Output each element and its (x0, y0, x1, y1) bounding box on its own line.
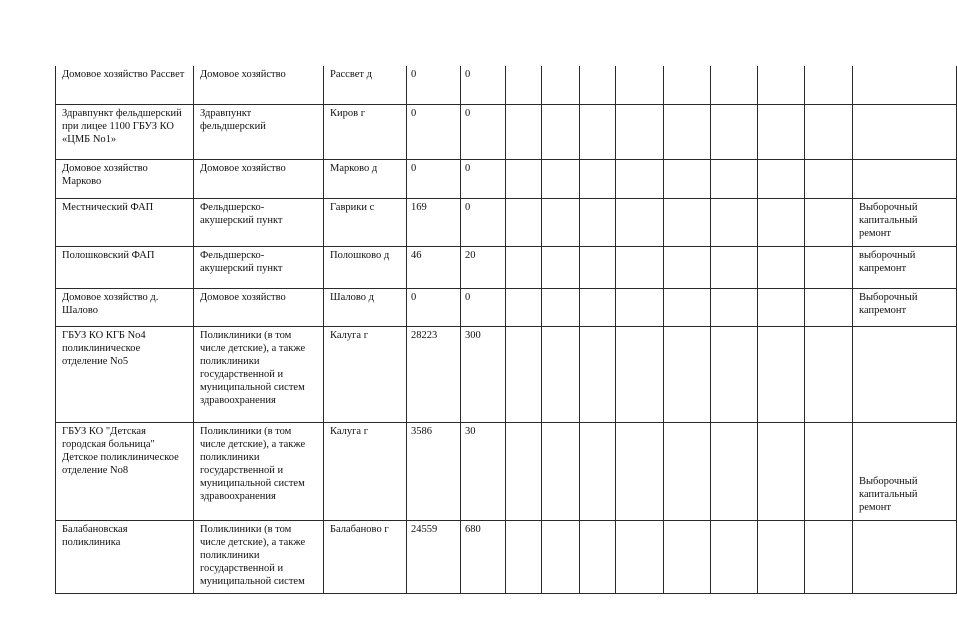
empty-cell (580, 520, 616, 593)
facility-type-cell: Домовое хозяйство (194, 288, 324, 326)
facility-name-cell: Балабановская поликлиника (56, 520, 194, 593)
facility-name-cell: Домовое хозяйство Марково (56, 159, 194, 198)
empty-cell (616, 104, 664, 159)
facility-type-cell: Домовое хозяйство (194, 159, 324, 198)
empty-cell (758, 422, 805, 520)
empty-cell (616, 520, 664, 593)
empty-cell (805, 198, 853, 246)
value1-cell: 28223 (407, 326, 461, 422)
empty-cell (711, 246, 758, 288)
empty-cell (805, 326, 853, 422)
value1-cell: 0 (407, 288, 461, 326)
table-row (56, 198, 957, 246)
empty-cell (711, 198, 758, 246)
empty-cell (506, 246, 542, 288)
empty-cell (542, 159, 580, 198)
value2-cell: 300 (461, 326, 506, 422)
value1-cell: 0 (407, 104, 461, 159)
empty-cell (506, 198, 542, 246)
facilities-table (55, 66, 957, 594)
empty-cell (506, 520, 542, 593)
table-row (56, 288, 957, 326)
location-cell: Шалово д (324, 288, 407, 326)
value2-cell: 30 (461, 422, 506, 520)
value2-cell: 0 (461, 159, 506, 198)
facility-type-cell: Поликлиники (в том числе детские), а также поликлиники государственной и муниципальной систем (194, 520, 324, 593)
empty-cell (542, 326, 580, 422)
value2-cell: 0 (461, 104, 506, 159)
value1-cell: 0 (407, 159, 461, 198)
table-row (56, 422, 957, 520)
empty-cell (664, 326, 711, 422)
value2-cell: 0 (461, 66, 506, 104)
empty-cell (805, 422, 853, 520)
empty-cell (580, 326, 616, 422)
note-cell: Выборочный капитальный ремонт (853, 422, 957, 520)
empty-cell (711, 326, 758, 422)
empty-cell (664, 422, 711, 520)
facility-name-cell: Местнический ФАП (56, 198, 194, 246)
empty-cell (664, 66, 711, 104)
empty-cell (616, 159, 664, 198)
location-cell: Калуга г (324, 422, 407, 520)
value2-cell: 0 (461, 288, 506, 326)
empty-cell (758, 104, 805, 159)
value1-cell: 3586 (407, 422, 461, 520)
empty-cell (758, 520, 805, 593)
empty-cell (580, 246, 616, 288)
value1-cell: 46 (407, 246, 461, 288)
facility-name-cell: Домовое хозяйство Рассвет (56, 66, 194, 104)
facility-name-cell: Домовое хозяйство д. Шалово (56, 288, 194, 326)
facility-name-cell: Полошковский ФАП (56, 246, 194, 288)
empty-cell (542, 198, 580, 246)
facility-type-cell: Фельдшерско-акушерский пункт (194, 198, 324, 246)
empty-cell (506, 66, 542, 104)
empty-cell (711, 288, 758, 326)
empty-cell (711, 66, 758, 104)
location-cell: Марково д (324, 159, 407, 198)
value2-cell: 20 (461, 246, 506, 288)
note-cell (853, 66, 957, 104)
location-cell: Гаврики с (324, 198, 407, 246)
note-cell (853, 326, 957, 422)
location-cell: Рассвет д (324, 66, 407, 104)
empty-cell (580, 198, 616, 246)
note-cell: Выборочный капремонт (853, 288, 957, 326)
empty-cell (542, 520, 580, 593)
location-cell: Балабаново г (324, 520, 407, 593)
facility-name-cell: Здравпункт фельдшерский при лицее 1100 ГБУЗ КО «ЦМБ No1» (56, 104, 194, 159)
location-cell: Полошково д (324, 246, 407, 288)
table-row (56, 159, 957, 198)
empty-cell (580, 288, 616, 326)
empty-cell (805, 104, 853, 159)
table-row (56, 246, 957, 288)
value1-cell: 24559 (407, 520, 461, 593)
empty-cell (580, 66, 616, 104)
empty-cell (758, 198, 805, 246)
empty-cell (664, 520, 711, 593)
empty-cell (616, 422, 664, 520)
empty-cell (805, 246, 853, 288)
empty-cell (542, 422, 580, 520)
table-row (56, 104, 957, 159)
empty-cell (506, 288, 542, 326)
value1-cell: 169 (407, 198, 461, 246)
empty-cell (711, 520, 758, 593)
empty-cell (805, 520, 853, 593)
empty-cell (542, 246, 580, 288)
empty-cell (664, 159, 711, 198)
location-cell: Калуга г (324, 326, 407, 422)
empty-cell (758, 246, 805, 288)
empty-cell (664, 288, 711, 326)
empty-cell (758, 66, 805, 104)
value2-cell: 680 (461, 520, 506, 593)
facility-type-cell: Здравпункт фельдшерский (194, 104, 324, 159)
facility-type-cell: Фельдшерско-акушерский пункт (194, 246, 324, 288)
facility-type-cell: Домовое хозяйство (194, 66, 324, 104)
empty-cell (542, 66, 580, 104)
empty-cell (664, 246, 711, 288)
empty-cell (758, 326, 805, 422)
empty-cell (711, 422, 758, 520)
empty-cell (542, 104, 580, 159)
empty-cell (805, 159, 853, 198)
facility-type-cell: Поликлиники (в том числе детские), а также поликлиники государственной и муниципальной систем здравоохранения (194, 326, 324, 422)
empty-cell (580, 104, 616, 159)
table-row (56, 66, 957, 104)
empty-cell (506, 422, 542, 520)
empty-cell (616, 288, 664, 326)
value1-cell: 0 (407, 66, 461, 104)
empty-cell (711, 104, 758, 159)
note-cell (853, 104, 957, 159)
empty-cell (506, 326, 542, 422)
facility-name-cell: ГБУЗ КО КГБ No4 поликлиническое отделение No5 (56, 326, 194, 422)
empty-cell (580, 422, 616, 520)
value2-cell: 0 (461, 198, 506, 246)
empty-cell (506, 104, 542, 159)
empty-cell (616, 326, 664, 422)
empty-cell (542, 288, 580, 326)
empty-cell (758, 159, 805, 198)
table-row (56, 520, 957, 593)
empty-cell (616, 66, 664, 104)
empty-cell (506, 159, 542, 198)
empty-cell (758, 288, 805, 326)
note-cell (853, 159, 957, 198)
empty-cell (664, 104, 711, 159)
empty-cell (664, 198, 711, 246)
note-cell (853, 520, 957, 593)
empty-cell (805, 66, 853, 104)
empty-cell (616, 198, 664, 246)
empty-cell (711, 159, 758, 198)
empty-cell (805, 288, 853, 326)
note-cell: Выборочный капитальный ремонт (853, 198, 957, 246)
empty-cell (580, 159, 616, 198)
note-cell: выборочный капремонт (853, 246, 957, 288)
facility-name-cell: ГБУЗ КО "Детская городская больница" Детское поликлиническое отделение No8 (56, 422, 194, 520)
location-cell: Киров г (324, 104, 407, 159)
empty-cell (616, 246, 664, 288)
facility-type-cell: Поликлиники (в том числе детские), а также поликлиники государственной и муниципальной систем здравоохранения (194, 422, 324, 520)
table-row (56, 326, 957, 422)
